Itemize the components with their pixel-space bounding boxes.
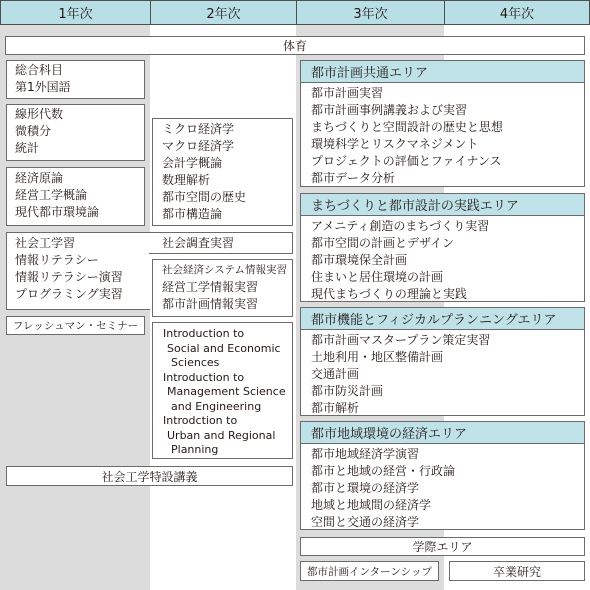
- course: 環境科学とリスクマネジメント: [311, 137, 479, 151]
- course: 社会工学習: [15, 236, 76, 250]
- course: 都市防災計画: [311, 384, 384, 398]
- header-year1: 1年次: [0, 0, 151, 25]
- course: 情報リテラシー演習: [15, 270, 123, 284]
- area-regional-economics: [300, 421, 585, 530]
- course: 会計学概論: [162, 156, 223, 170]
- area-urban-planning-common: [300, 60, 585, 187]
- interdisciplinary-area-bar: 学際エリア: [300, 537, 585, 556]
- course: 線形代数: [15, 107, 64, 121]
- course: 微積分: [15, 124, 52, 138]
- course: 数理解析: [162, 173, 211, 187]
- course: 経営工学情報実習: [162, 280, 259, 294]
- year1-practice-list: [15, 235, 123, 303]
- course: 土地利用・地区整備計画: [311, 350, 444, 364]
- course: 都市計画実習: [311, 86, 384, 100]
- course: 都市計画マスタープラン策定実習: [311, 333, 491, 347]
- course: 都市計画事例講義および実習: [311, 103, 468, 117]
- course: Introduction to: [163, 327, 245, 340]
- header-year4: 4年次: [444, 0, 590, 25]
- course: 情報リテラシー: [15, 253, 99, 267]
- course: 都市と地域の経営・行政論: [311, 464, 456, 478]
- course: プログラミング実習: [15, 287, 123, 301]
- area-title: 都市計画共通エリア: [301, 61, 584, 83]
- freshman-seminar-box: フレッシュマン・セミナー: [6, 316, 145, 335]
- year1-econ-list: [15, 170, 99, 221]
- course: 都市解析: [311, 401, 360, 415]
- course: Management Science: [167, 385, 286, 398]
- course: Urban and Regional: [167, 428, 276, 442]
- area-title: 都市地域環境の経済エリア: [301, 422, 584, 444]
- course: 空間と交通の経済学: [311, 515, 420, 529]
- course: Sciences: [171, 356, 220, 369]
- course: Planning: [171, 443, 219, 456]
- course: 都市空間の歴史: [162, 190, 247, 204]
- course: 都市地域経済学演習: [311, 447, 420, 461]
- survey-practice-label: 社会調査実習: [162, 236, 235, 250]
- year1-general-list: [15, 62, 71, 96]
- year2-info-list: [162, 262, 287, 313]
- course: 第1外国語: [15, 80, 71, 94]
- course: ミクロ経済学: [162, 122, 235, 136]
- course: Introdction to: [163, 414, 238, 427]
- course: 統計: [15, 141, 40, 155]
- course: 都市データ分析: [311, 171, 396, 185]
- area-item-list: [301, 216, 584, 303]
- course: 総合科目: [15, 63, 64, 77]
- course: 経済原論: [15, 171, 64, 185]
- course: アメニティ創造のまちづくり実習: [311, 219, 490, 233]
- header-year3: 3年次: [296, 0, 445, 25]
- course: 経営工学概論: [15, 188, 88, 202]
- area-item-list: [301, 330, 584, 417]
- year1-math-list: [15, 106, 63, 157]
- special-lecture-bar: 社会工学特設講義: [6, 466, 293, 486]
- course: Introduction to: [163, 370, 245, 384]
- course: 現代まちづくりの理論と実践: [311, 287, 467, 301]
- thesis-box: 卒業研究: [449, 561, 585, 581]
- course: 地域と地域間の経済学: [311, 498, 432, 512]
- course: まちづくりと空間設計の歴史と思想: [311, 120, 503, 134]
- area-item-list: [301, 444, 584, 531]
- pe-bar: 体育: [5, 36, 585, 55]
- course: 都市計画情報実習: [162, 297, 259, 311]
- course: プロジェクトの評価とファイナンス: [311, 154, 502, 168]
- course: 都市構造論: [162, 207, 223, 221]
- course: Social and Economic: [167, 341, 281, 355]
- course: 都市と環境の経済学: [311, 481, 420, 495]
- course: マクロ経済学: [162, 139, 235, 153]
- course: 都市環境保全計画: [311, 253, 408, 267]
- course: 社会経済システム情報実習: [162, 264, 287, 276]
- year2-econ-list: [162, 121, 246, 223]
- area-physical-planning: [300, 307, 585, 416]
- area-title: 都市機能とフィジカルプランニングエリア: [301, 308, 584, 330]
- internship-box: 都市計画インターンシップ: [300, 561, 439, 581]
- course: and Engineering: [171, 399, 262, 413]
- course: 都市空間の計画とデザイン: [311, 236, 455, 250]
- area-item-list: [301, 83, 584, 187]
- header-year2: 2年次: [150, 0, 297, 25]
- area-title: まちづくりと都市設計の実践エリア: [301, 194, 584, 216]
- course: 住まいと居住環境の計画: [311, 270, 444, 284]
- course: 交通計画: [311, 367, 360, 381]
- course: 現代都市環境論: [15, 205, 100, 219]
- area-town-design-practice: [300, 193, 585, 302]
- year2-intro-list: [163, 327, 286, 458]
